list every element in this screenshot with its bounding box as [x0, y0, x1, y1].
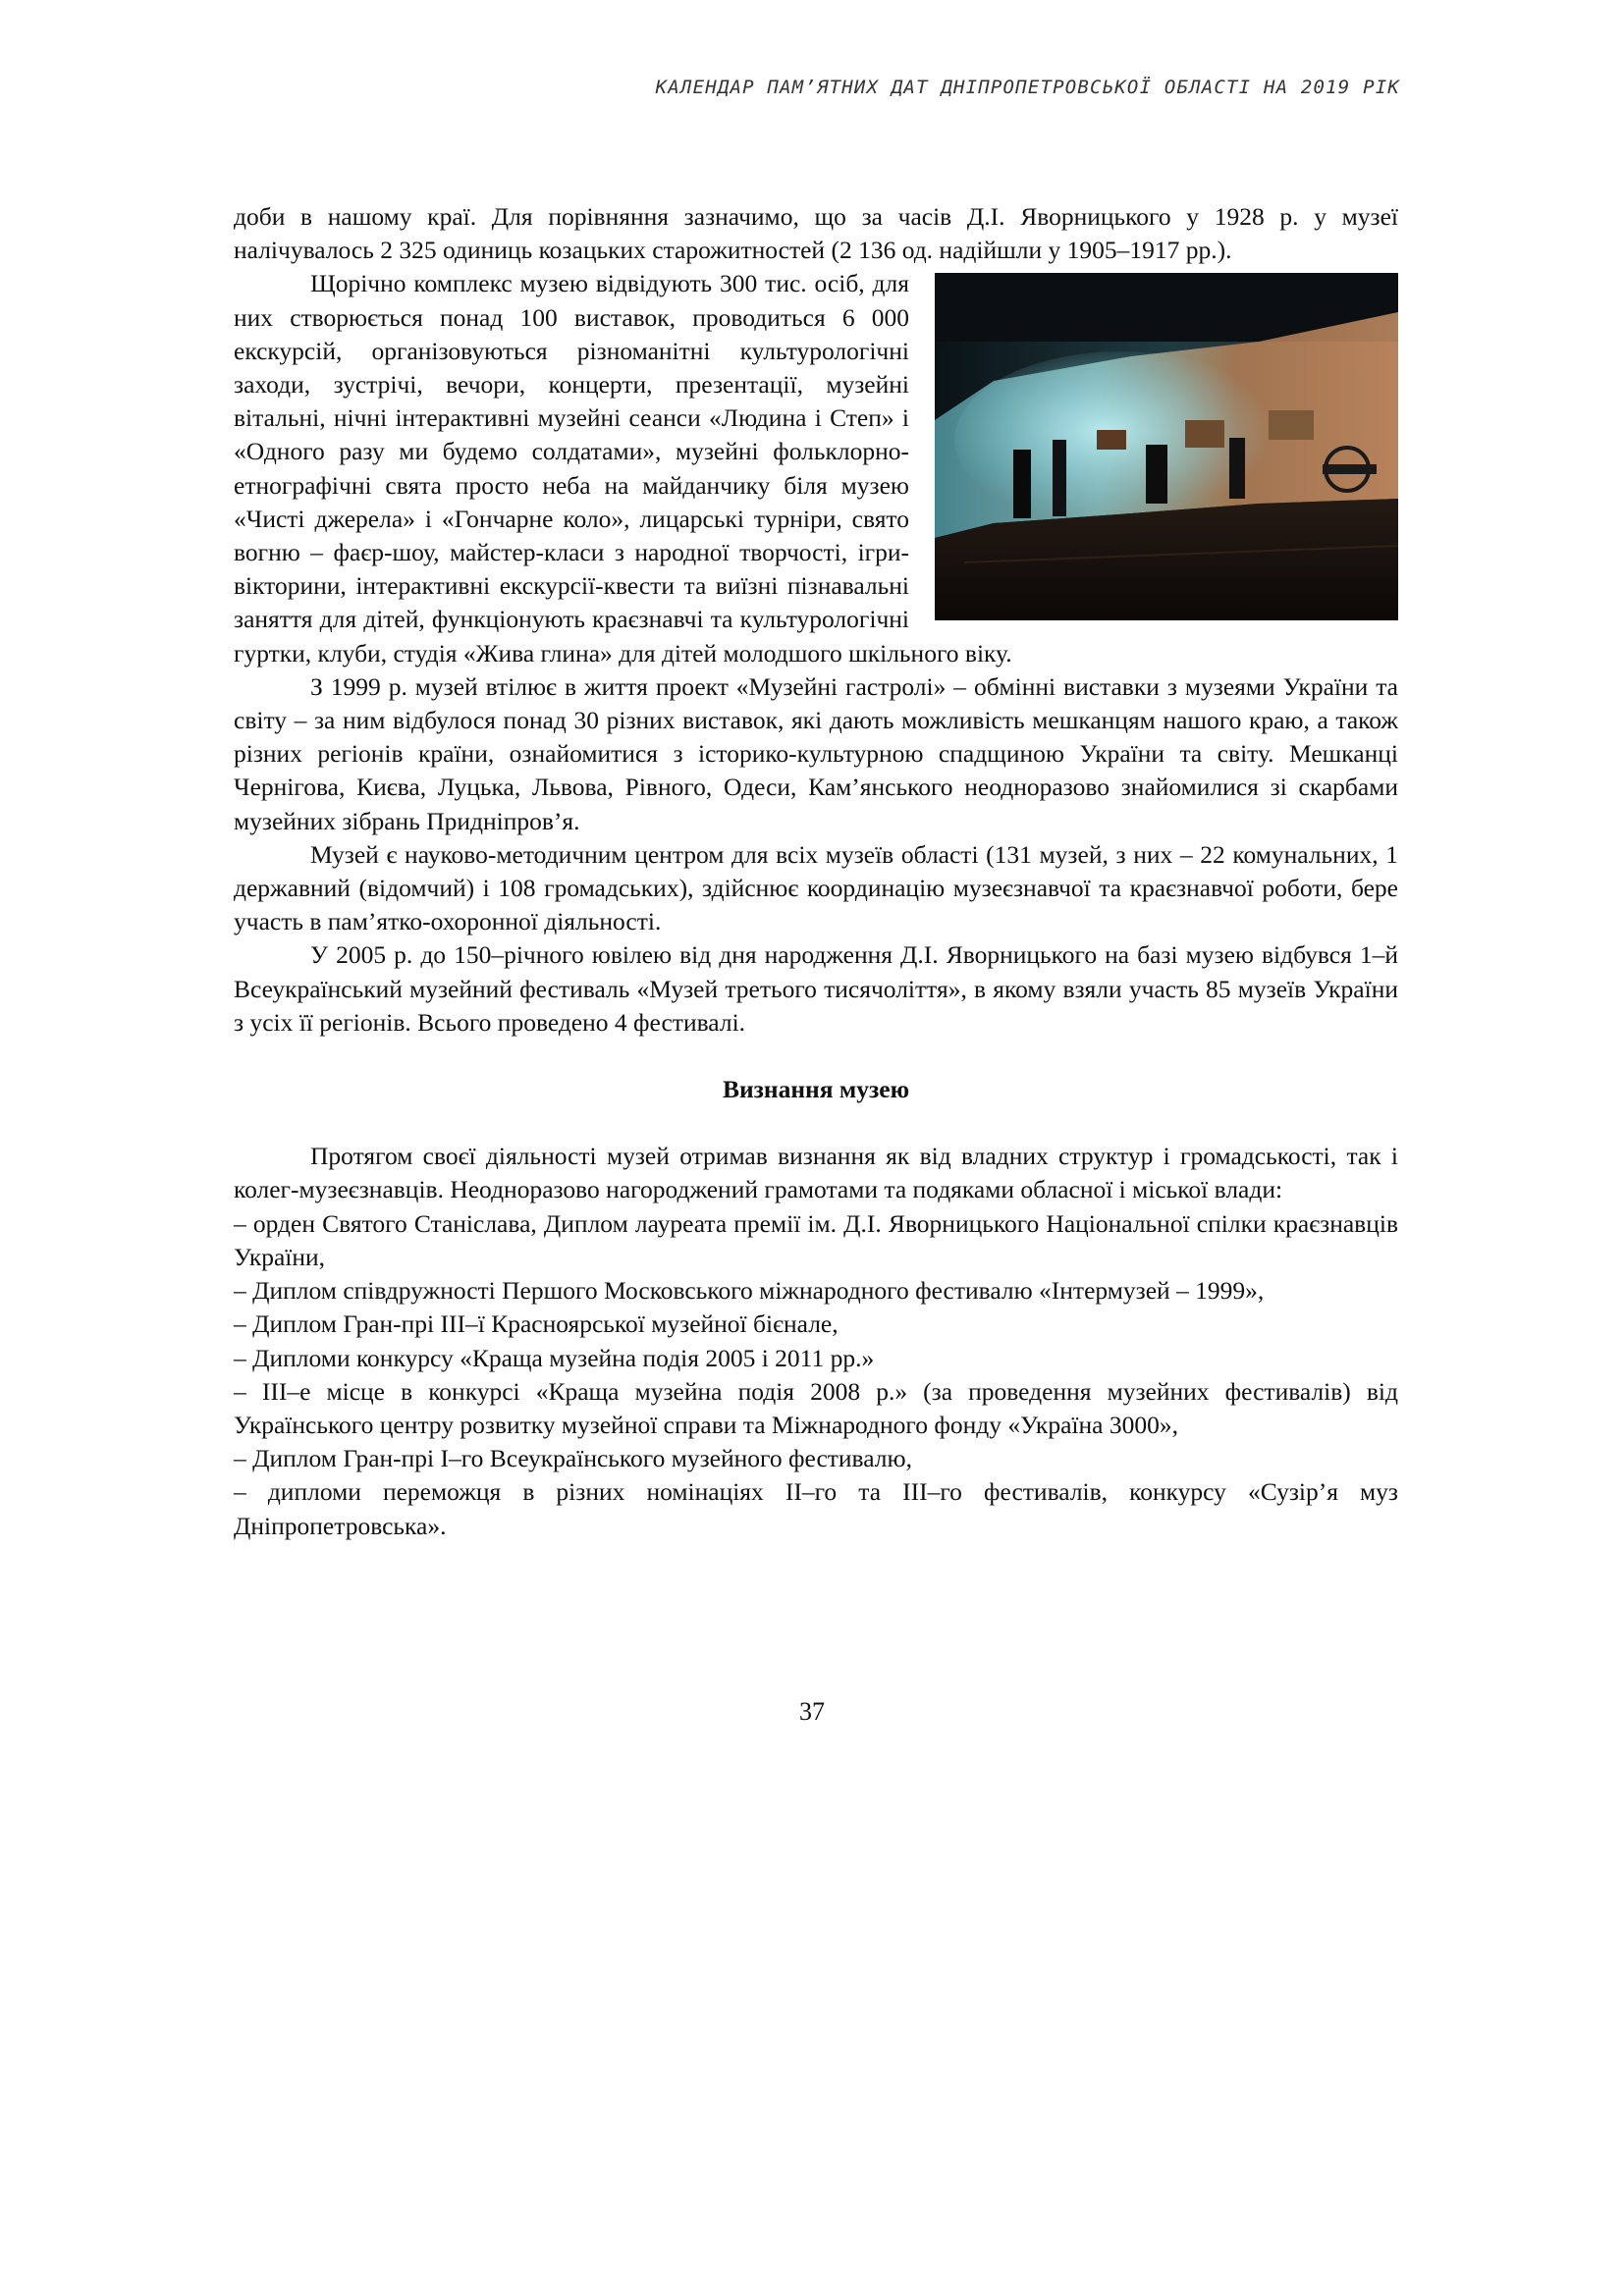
running-header: КАЛЕНДАР ПАМ’ЯТНИХ ДАТ ДНІПРОПЕТРОВСЬКОЇ ОБЛАСТІ НА 2019 РІК: [655, 77, 1400, 98]
paragraph-museum-visitors: Щорічно комплекс музею відвідують 300 тис. осіб, для них створюється понад 100 виставок, проводиться 6 000 екскурсій, організовуються різноманітні культурологічні заходи, зустрічі, вечори, концерти, презентації, музейні вітальні, нічні інтерактивні музейні сеанси «Людина і Степ» і «Одного разу ми будемо солдатами», музейні фольклорно-етнографічні свята просто неба на майданчику біля музею «Чисті джерела» і «Гончарне коло», лицарські турніри, свято вогню – фаєр-шоу, майстер-класи з народної творчості, ігри-вікторини, інтерактивні екскурсії-квести та виїзні пізнавальні заняття для дітей, функціонують краєзнавчі та культурологічні гуртки, клуби, студія «Жива глина» для дітей молодшого шкільного віку.: [234, 269, 1012, 667]
paragraph-museum-festival: У 2005 р. до 150–річного ювілею від дня народження Д.І. Яворницького на базі музею відбувся 1–й Всеукраїнський музейний фестиваль «Музей третього тисячоліття», в якому взяли участь 85 музеїв України з усіх її регіонів. Всього проведено 4 фестивалі.: [234, 940, 1398, 1037]
award-list-item: – Диплом співдружності Першого Московського міжнародного фестивалю «Інтермузей – 1999»,: [234, 1276, 1265, 1306]
award-list-item: – Диплом Гран-прі ІІІ–ї Красноярської музейної бієнале,: [234, 1309, 839, 1339]
section-title: Визнання музею: [722, 1075, 910, 1104]
award-list-item: – ІІІ–е місце в конкурсі «Краща музейна подія 2008 р.» (за проведення музейних фестивалів) від Українського центру розвитку музейної справи та Міжнародного фонду «Україна 3000»,: [234, 1376, 1398, 1439]
museum-exhibition-hall-photo: [935, 273, 1398, 620]
award-list-item: – орден Святого Станіслава, Диплом лауреата премії ім. Д.І. Яворницького Національної спілки краєзнавців України,: [234, 1208, 1398, 1271]
paragraph-methodical-center: Музей є науково-методичним центром для всіх музеїв області (131 музей, з них – 22 комунальних, 1 державний (відомчий) і 108 громадських), здійснює координацію музеєзнавчої та краєзнавчої роботи, бере участь в пам’ятко-охоронної діяльності.: [234, 839, 1398, 936]
paragraph-continuation: доби в нашому краї. Для порівняння зазначимо, що за часів Д.І. Яворницького у 1928 р. у музеї налічувалось 2 325 одиниць козацьких старожитностей (2 136 од. надійшли у 1905–1917 рр.).: [234, 202, 1398, 265]
text-with-photo: [234, 267, 1398, 669]
paragraph-museum-tours: З 1999 р. музей втілює в життя проект «Музейні гастролі» – обмінні виставки з музеями України та світу – за ним відбулося понад 30 різних виставок, які дають можливість мешканцям нашого краю, а також різних регіонів країни, ознайомитися з історико-культурною спадщиною України та світу. Мешканці Чернігова, Києва, Луцька, Львова, Рівного, Одеси, Кам’янського неодноразово знайомилися зі скарбами музейних зібрань Придніпров’я.: [234, 671, 1398, 835]
section-intro: Протягом своєї діяльності музей отримав визнання як від владних структур і громадськості, так і колег-музеєзнавців. Неодноразово нагороджений грамотами та подяками обласної і міської влади:: [234, 1142, 1398, 1204]
body-text: [234, 200, 1398, 1543]
page-number: 37: [799, 1697, 825, 1726]
award-list-item: – Дипломи конкурсу «Краща музейна подія 2005 і 2011 рр.»: [234, 1343, 875, 1372]
award-list-item: – Диплом Гран-прі І–го Всеукраїнського музейного фестивалю,: [234, 1444, 912, 1473]
photo-illustration: [935, 273, 1398, 620]
award-list-item: – дипломи переможця в різних номінаціях ІІ–го та ІІІ–го фестивалів, конкурсу «Сузір’я муз Дніпропетровська».: [234, 1477, 1398, 1540]
